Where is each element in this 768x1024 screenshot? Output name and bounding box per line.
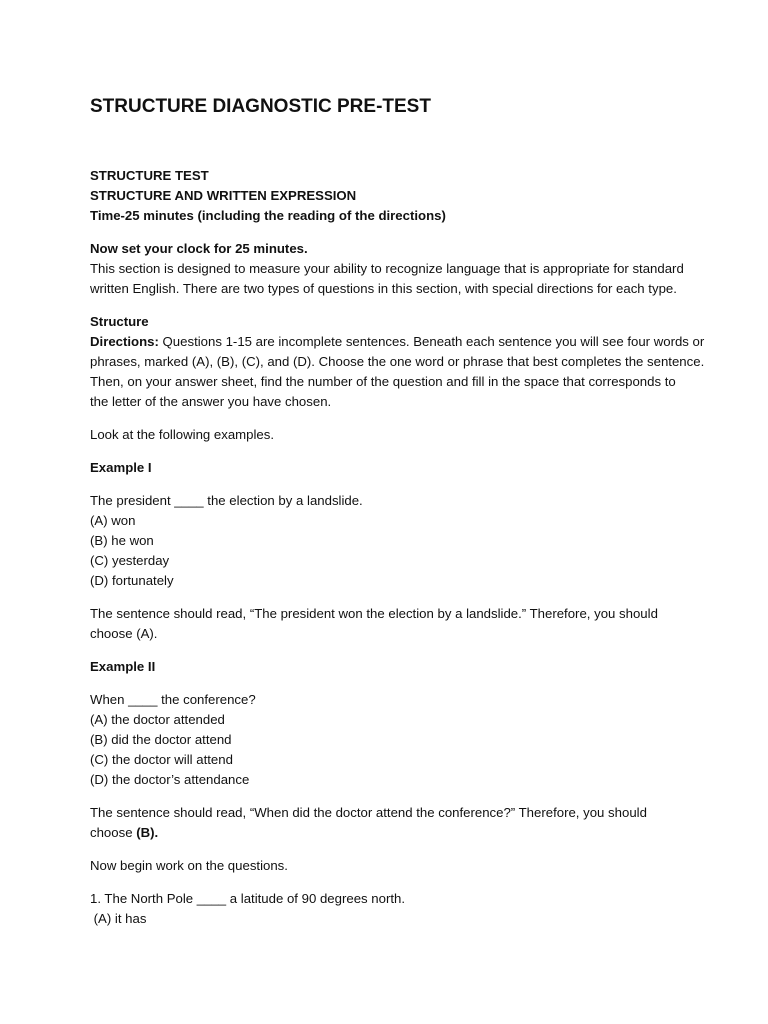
question-1 <box>90 889 690 929</box>
section-name: STRUCTURE AND WRITTEN EXPRESSION <box>90 188 357 203</box>
example-2-option-d: (D) the doctor’s attendance <box>90 772 250 787</box>
begin-instruction-text: Now begin work on the questions. <box>90 858 288 873</box>
example-1 <box>90 491 690 591</box>
example-2-question: When ____ the conference? <box>90 692 256 707</box>
example-1-option-d: (D) fortunately <box>90 573 174 588</box>
example-1-heading-block <box>90 458 690 478</box>
examples-intro <box>90 425 690 445</box>
example-2 <box>90 690 690 790</box>
example-1-option-b: (B) he won <box>90 533 154 548</box>
example-2-option-a: (A) the doctor attended <box>90 712 225 727</box>
example-2-heading: Example II <box>90 659 156 674</box>
directions-label: Directions: <box>90 334 159 349</box>
directions-line-3: Then, on your answer sheet, find the number of the question and fill in the space that corresponds to <box>90 374 676 389</box>
example-2-heading-block <box>90 657 690 677</box>
intro-section <box>90 239 690 299</box>
example-2-option-b: (B) did the doctor attend <box>90 732 232 747</box>
clock-instruction: Now set your clock for 25 minutes. <box>90 241 308 256</box>
directions-line-1 <box>90 332 705 352</box>
example-2-answer: (B). <box>136 825 159 840</box>
example-2-explanation-line-1: The sentence should read, “When did the doctor attend the conference?” Therefore, you should <box>90 805 647 820</box>
example-1-option-c: (C) yesterday <box>90 553 170 568</box>
directions-line-4: the letter of the answer you have chosen. <box>90 394 332 409</box>
example-2-option-c: (C) the doctor will attend <box>90 752 233 767</box>
structure-section <box>90 312 705 412</box>
time-limit: Time-25 minutes (including the reading of the directions) <box>90 208 446 223</box>
intro-text-line-2: written English. There are two types of questions in this section, with special directions for each type. <box>90 281 677 296</box>
directions-line-2: phrases, marked (A), (B), (C), and (D). Choose the one word or phrase that best completes the sentence. <box>90 354 705 369</box>
page-title: STRUCTURE DIAGNOSTIC PRE-TEST <box>90 96 431 117</box>
test-name: STRUCTURE TEST <box>90 168 209 183</box>
begin-instruction <box>90 856 690 876</box>
intro-text-line-1: This section is designed to measure your ability to recognize language that is appropriate for standard <box>90 261 684 276</box>
example-2-choose-text: choose <box>90 825 137 840</box>
structure-heading: Structure <box>90 314 149 329</box>
example-2-explanation <box>90 803 690 843</box>
question-1-option-a: (A) it has <box>90 911 147 926</box>
directions-text: Questions 1-15 are incomplete sentences. Beneath each sentence you will see four words or <box>158 334 705 349</box>
example-1-explanation-line-2: choose (A). <box>90 626 158 641</box>
example-1-explanation <box>90 604 690 644</box>
example-2-explanation-line-2 <box>90 823 690 843</box>
question-1-text: 1. The North Pole ____ a latitude of 90 degrees north. <box>90 891 406 906</box>
example-1-explanation-line-1: The sentence should read, “The president won the election by a landslide.” Therefore, you should <box>90 606 658 621</box>
test-header <box>90 166 690 226</box>
example-1-heading: Example I <box>90 460 152 475</box>
examples-intro-text: Look at the following examples. <box>90 427 275 442</box>
example-1-option-a: (A) won <box>90 513 136 528</box>
example-1-question: The president ____ the election by a landslide. <box>90 493 363 508</box>
